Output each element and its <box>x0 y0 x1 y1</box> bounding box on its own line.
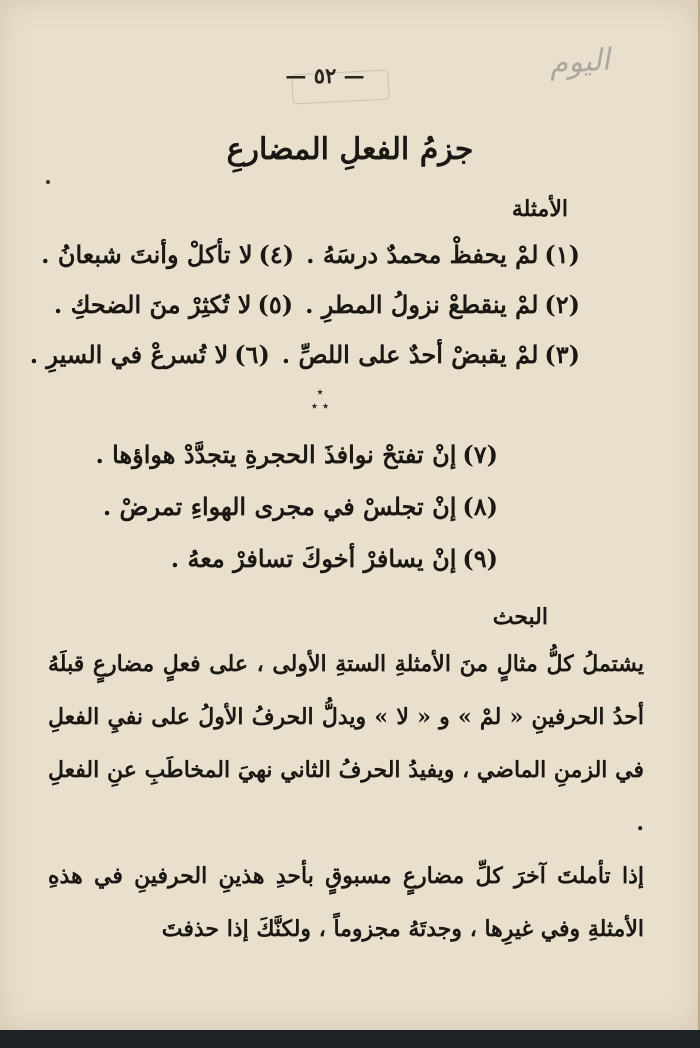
paragraph-2: إذا تأملتَ آخرَ كلِّ مضارعٍ مسبوقٍ بأحدِ هذينِ الحرفينِ في هذهِ الأمثلةِ وفي غيرِها ، وجدتَهُ مجزوماً ، ولكنَّكَ إذا حذفتَ <box>48 863 644 942</box>
example-text: لمْ ينقطعْ نزولُ المطرِ . <box>305 290 539 319</box>
page-title: جزمُ الفعلِ المضارعِ <box>226 132 474 167</box>
example-text: لا تُسرعْ في السيرِ . <box>29 340 229 369</box>
example-text: لمْ يحفظْ محمدٌ درسَهُ . <box>306 240 539 269</box>
star-separator: ٭ ٭ ٭ <box>310 385 330 414</box>
example-number: (٦) <box>234 340 270 369</box>
example-number: (٣) <box>544 340 580 369</box>
example-text: إنْ تفتحْ نوافذَ الحجرةِ يتجدَّدْ هواؤها . <box>95 440 457 469</box>
pencil-note: اليوم <box>548 42 612 82</box>
example-number: (٧) <box>462 440 498 469</box>
paragraph-1: يشتملُ كلُّ مثالٍ منَ الأمثلةِ الستةِ الأولى ، على فعلٍ مضارعٍ قبلَهُ أحدُ الحرفينِ « لمْ » و « لا » ويدلُّ الحرفُ الأولُ على نفيِ الفعلِ في الزمنِ الماضي ، ويفيدُ الحرفُ الثاني نهيَ المخاطَبِ عنِ الفعلِ . <box>48 651 644 836</box>
example-text: إنْ يسافرْ أخوكَ تسافرْ معهُ . <box>170 544 457 573</box>
example-number: (٢) <box>544 290 580 319</box>
background-edge <box>0 1030 700 1048</box>
example-text: لا تُكثِرْ منَ الضحكِ . <box>53 290 252 319</box>
example-row-2 <box>54 290 580 319</box>
example-text: لمْ يقبضْ أحدٌ على اللصِّ . <box>281 340 539 369</box>
page-number: — ٥٢ — <box>285 63 365 88</box>
example-number: (٩) <box>462 544 498 573</box>
example-number: (٥) <box>257 290 294 319</box>
example-number: (١) <box>544 240 580 269</box>
ink-dot <box>46 180 50 184</box>
example-row-8 <box>103 492 498 521</box>
examples-heading: الأمثلة <box>511 196 568 222</box>
discussion-heading: البحث <box>492 604 548 630</box>
example-row-7 <box>95 440 498 469</box>
example-row-9 <box>171 544 498 573</box>
example-row-1 <box>41 240 580 269</box>
example-number: (٨) <box>462 492 498 521</box>
example-row-3 <box>30 340 580 369</box>
example-number: (٤) <box>258 240 295 269</box>
example-text: لا تأكلْ وأنتَ شبعانُ . <box>41 240 253 269</box>
example-text: إنْ تجلسْ في مجرى الهواءِ تمرضْ . <box>102 492 457 521</box>
